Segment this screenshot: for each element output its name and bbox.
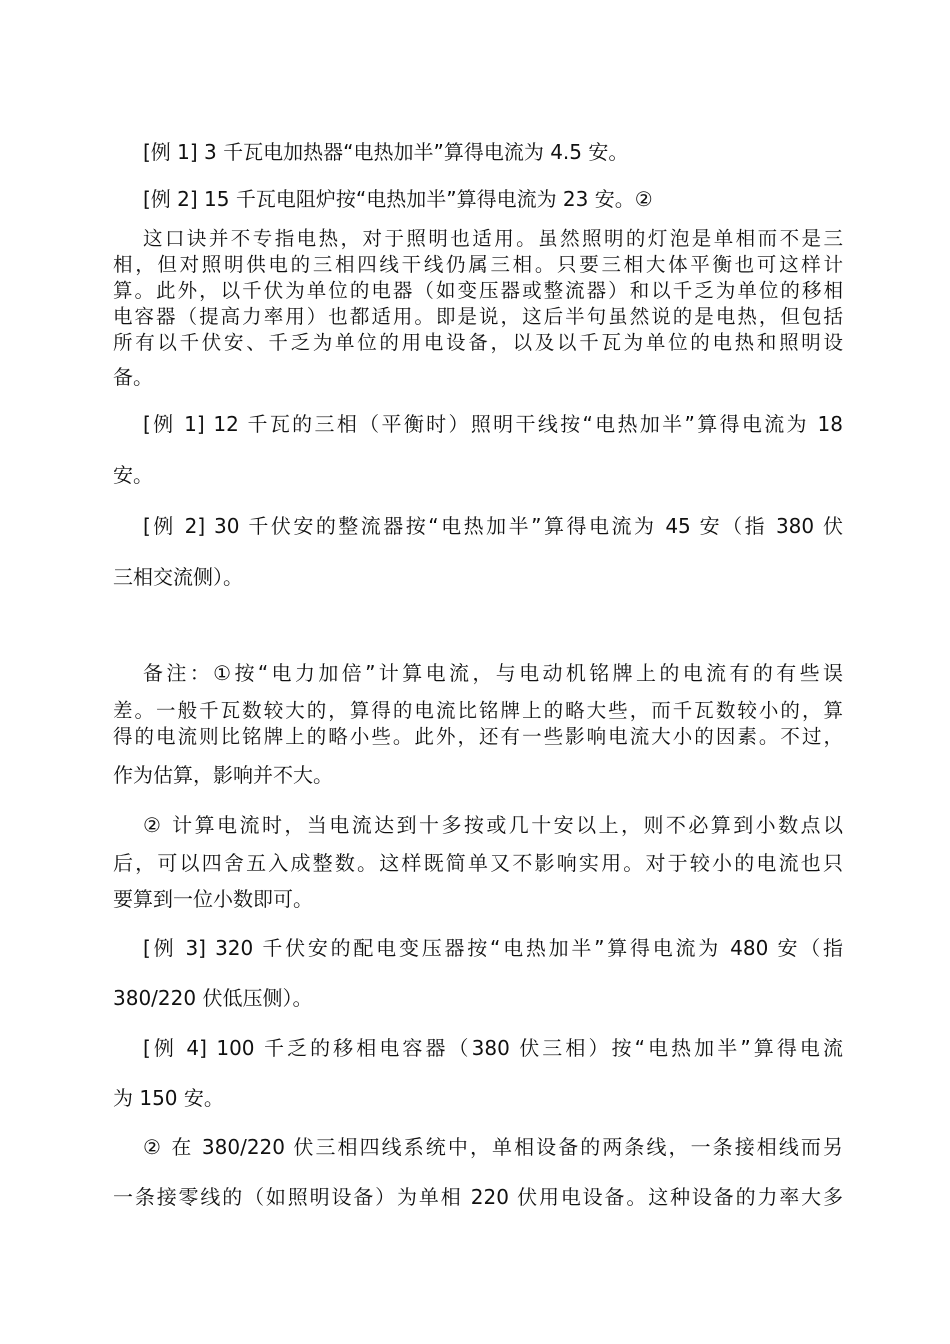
note-2-line: ② 计算电流时，当电流达到十多按或几十安以上，则不必算到小数点以: [143, 813, 843, 837]
example-lighting-line: 安。: [113, 463, 153, 487]
paragraph-line: 这口诀并不专指电热，对于照明也适用。虽然照明的灯泡是单相而不是三: [143, 227, 843, 250]
example-3-transformer: [例 3] 320 千伏安的配电变压器按“电热加半”算得电流为 480 安（指: [143, 936, 843, 960]
paragraph-line: 相，但对照明供电的三相四线干线仍属三相。只要三相大体平衡也可这样计: [113, 253, 843, 276]
example-rectifier-line: [例 2] 30 千伏安的整流器按“电热加半”算得电流为 45 安（指 380 伏: [143, 514, 843, 538]
example-4-capacitor: [例 4] 100 千乏的移相电容器（380 伏三相）按“电热加半”算得电流: [143, 1036, 843, 1060]
example-4-capacitor: 为 150 安。: [113, 1086, 224, 1110]
note-1-line: 差。一般千瓦数较大的，算得的电流比铭牌上的略大些，而千瓦数较小的，算: [113, 699, 843, 722]
example-rectifier-line: 三相交流侧）。: [113, 565, 243, 589]
example-3-transformer: 380/220 伏低压侧）。: [113, 986, 313, 1010]
note-2-line: 要算到一位小数即可。: [113, 887, 313, 911]
paragraph-line: 算。此外，以千伏为单位的电器（如变压器或整流器）和以千乏为单位的移相: [113, 279, 843, 302]
note-1-line: 作为估算，影响并不大。: [113, 763, 333, 787]
example-lighting-line: [例 1] 12 千瓦的三相（平衡时）照明干线按“电热加半”算得电流为 18: [143, 412, 843, 436]
paragraph-line: 所有以千伏安、千乏为单位的用电设备，以及以千瓦为单位的电热和照明设: [113, 331, 843, 354]
paragraph-line: 备。: [113, 365, 153, 389]
note-1-line: 得的电流则比铭牌上的略小些。此外，还有一些影响电流大小的因素。不过，: [113, 725, 843, 748]
note-2-line: 后，可以四舍五入成整数。这样既简单又不影响实用。对于较小的电流也只: [113, 851, 843, 875]
example-1-heater: [例 1] 3 千瓦电加热器“电热加半”算得电流为 4.5 安。: [143, 140, 629, 164]
note-1-line: 备注：①按“电力加倍”计算电流，与电动机铭牌上的电流有的有些误: [143, 661, 843, 685]
note-single-phase-line: ② 在 380/220 伏三相四线系统中，单相设备的两条线，一条接相线而另: [143, 1135, 843, 1159]
example-2-furnace: [例 2] 15 千瓦电阻炉按“电热加半”算得电流为 23 安。②: [143, 187, 653, 211]
paragraph-line: 电容器（提高力率用）也都适用。即是说，这后半句虽然说的是电热，但包括: [113, 305, 843, 328]
note-single-phase-line: 一条接零线的（如照明设备）为单相 220 伏用电设备。这种设备的力率大多: [113, 1185, 843, 1209]
